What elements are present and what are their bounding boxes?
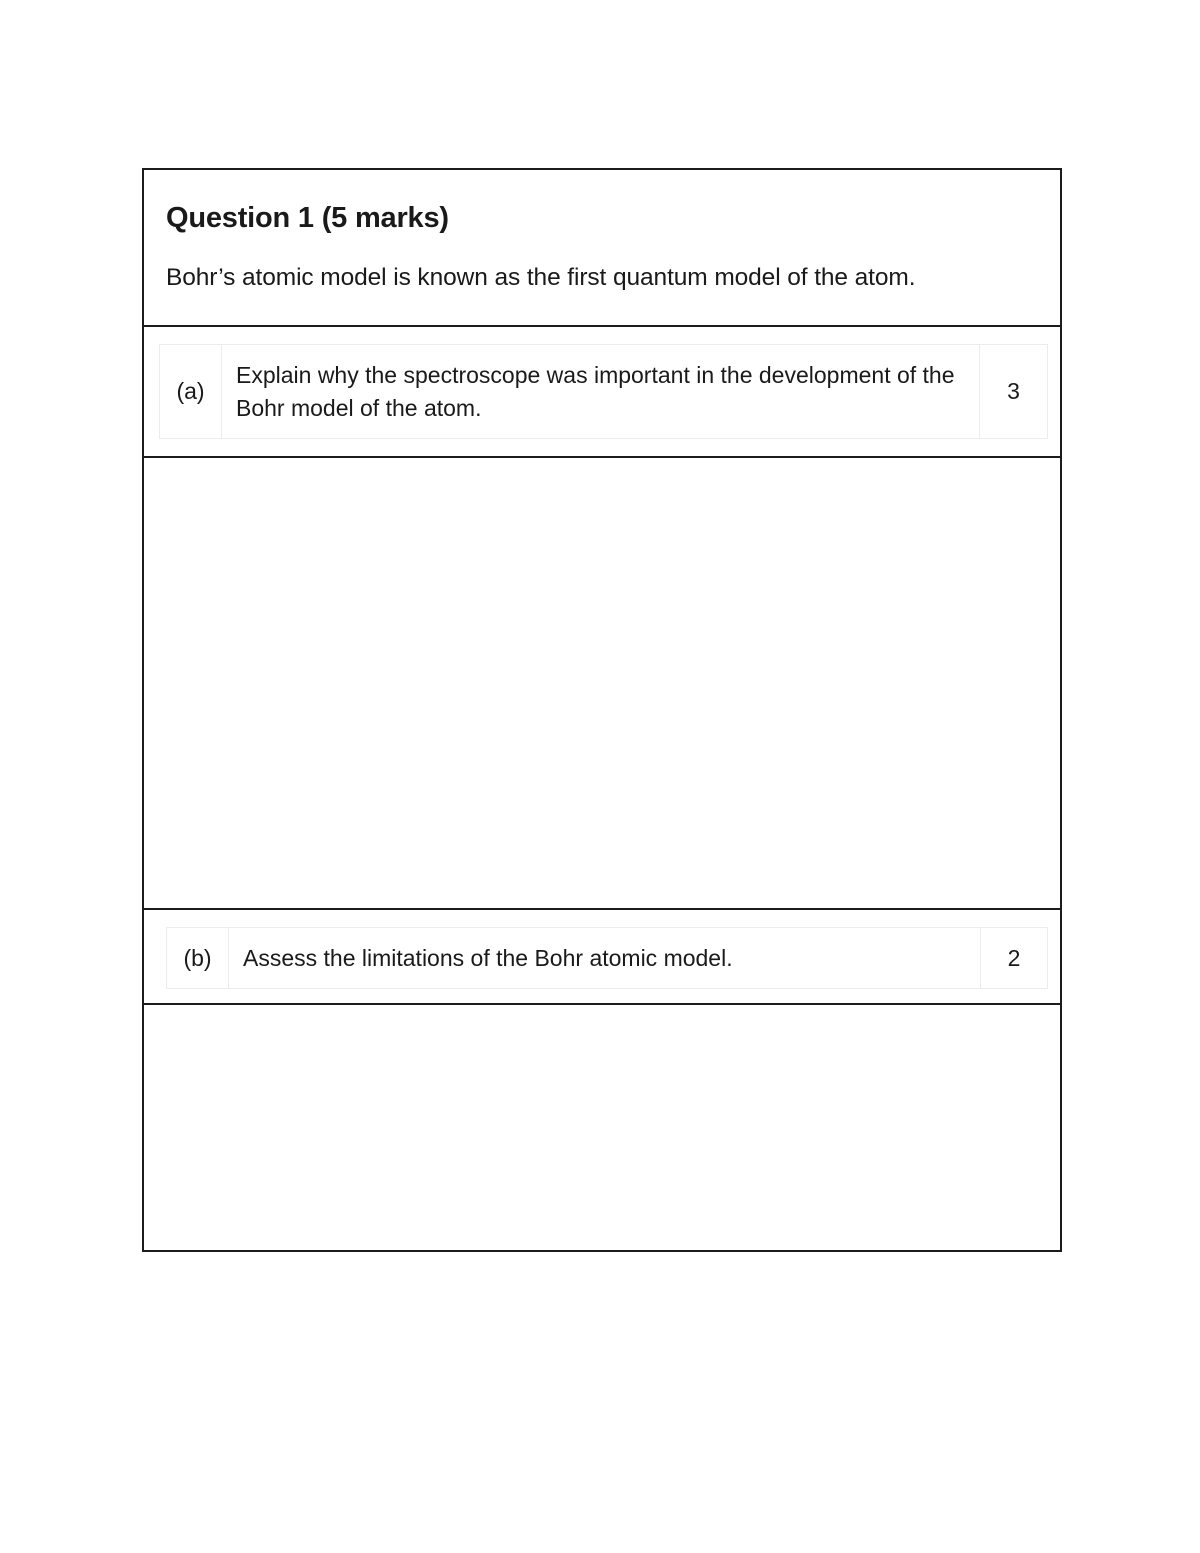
part-b-marks: 2 bbox=[1007, 944, 1021, 971]
part-a-text: Explain why the spectroscope was important in the development of the Bohr model of the atom. bbox=[222, 345, 980, 438]
question-frame bbox=[142, 168, 1062, 1252]
question-stem: Bohr’s atomic model is known as the first quantum model of the atom. bbox=[166, 264, 916, 291]
question-header bbox=[144, 170, 1060, 327]
part-b-row bbox=[144, 910, 1060, 1005]
part-a-row bbox=[144, 327, 1060, 458]
part-a-marks: 3 bbox=[1007, 378, 1020, 404]
part-b-answer-area[interactable] bbox=[144, 1005, 1060, 1250]
part-a-label: (a) bbox=[160, 345, 222, 438]
part-b-table bbox=[166, 927, 1048, 989]
part-b-label: (b) bbox=[167, 928, 229, 988]
part-a-answer-area[interactable] bbox=[144, 458, 1060, 910]
question-title: Question 1 (5 marks) bbox=[166, 202, 449, 234]
part-a-table bbox=[159, 344, 1048, 439]
part-b-text: Assess the limitations of the Bohr atomic model. bbox=[229, 928, 981, 988]
